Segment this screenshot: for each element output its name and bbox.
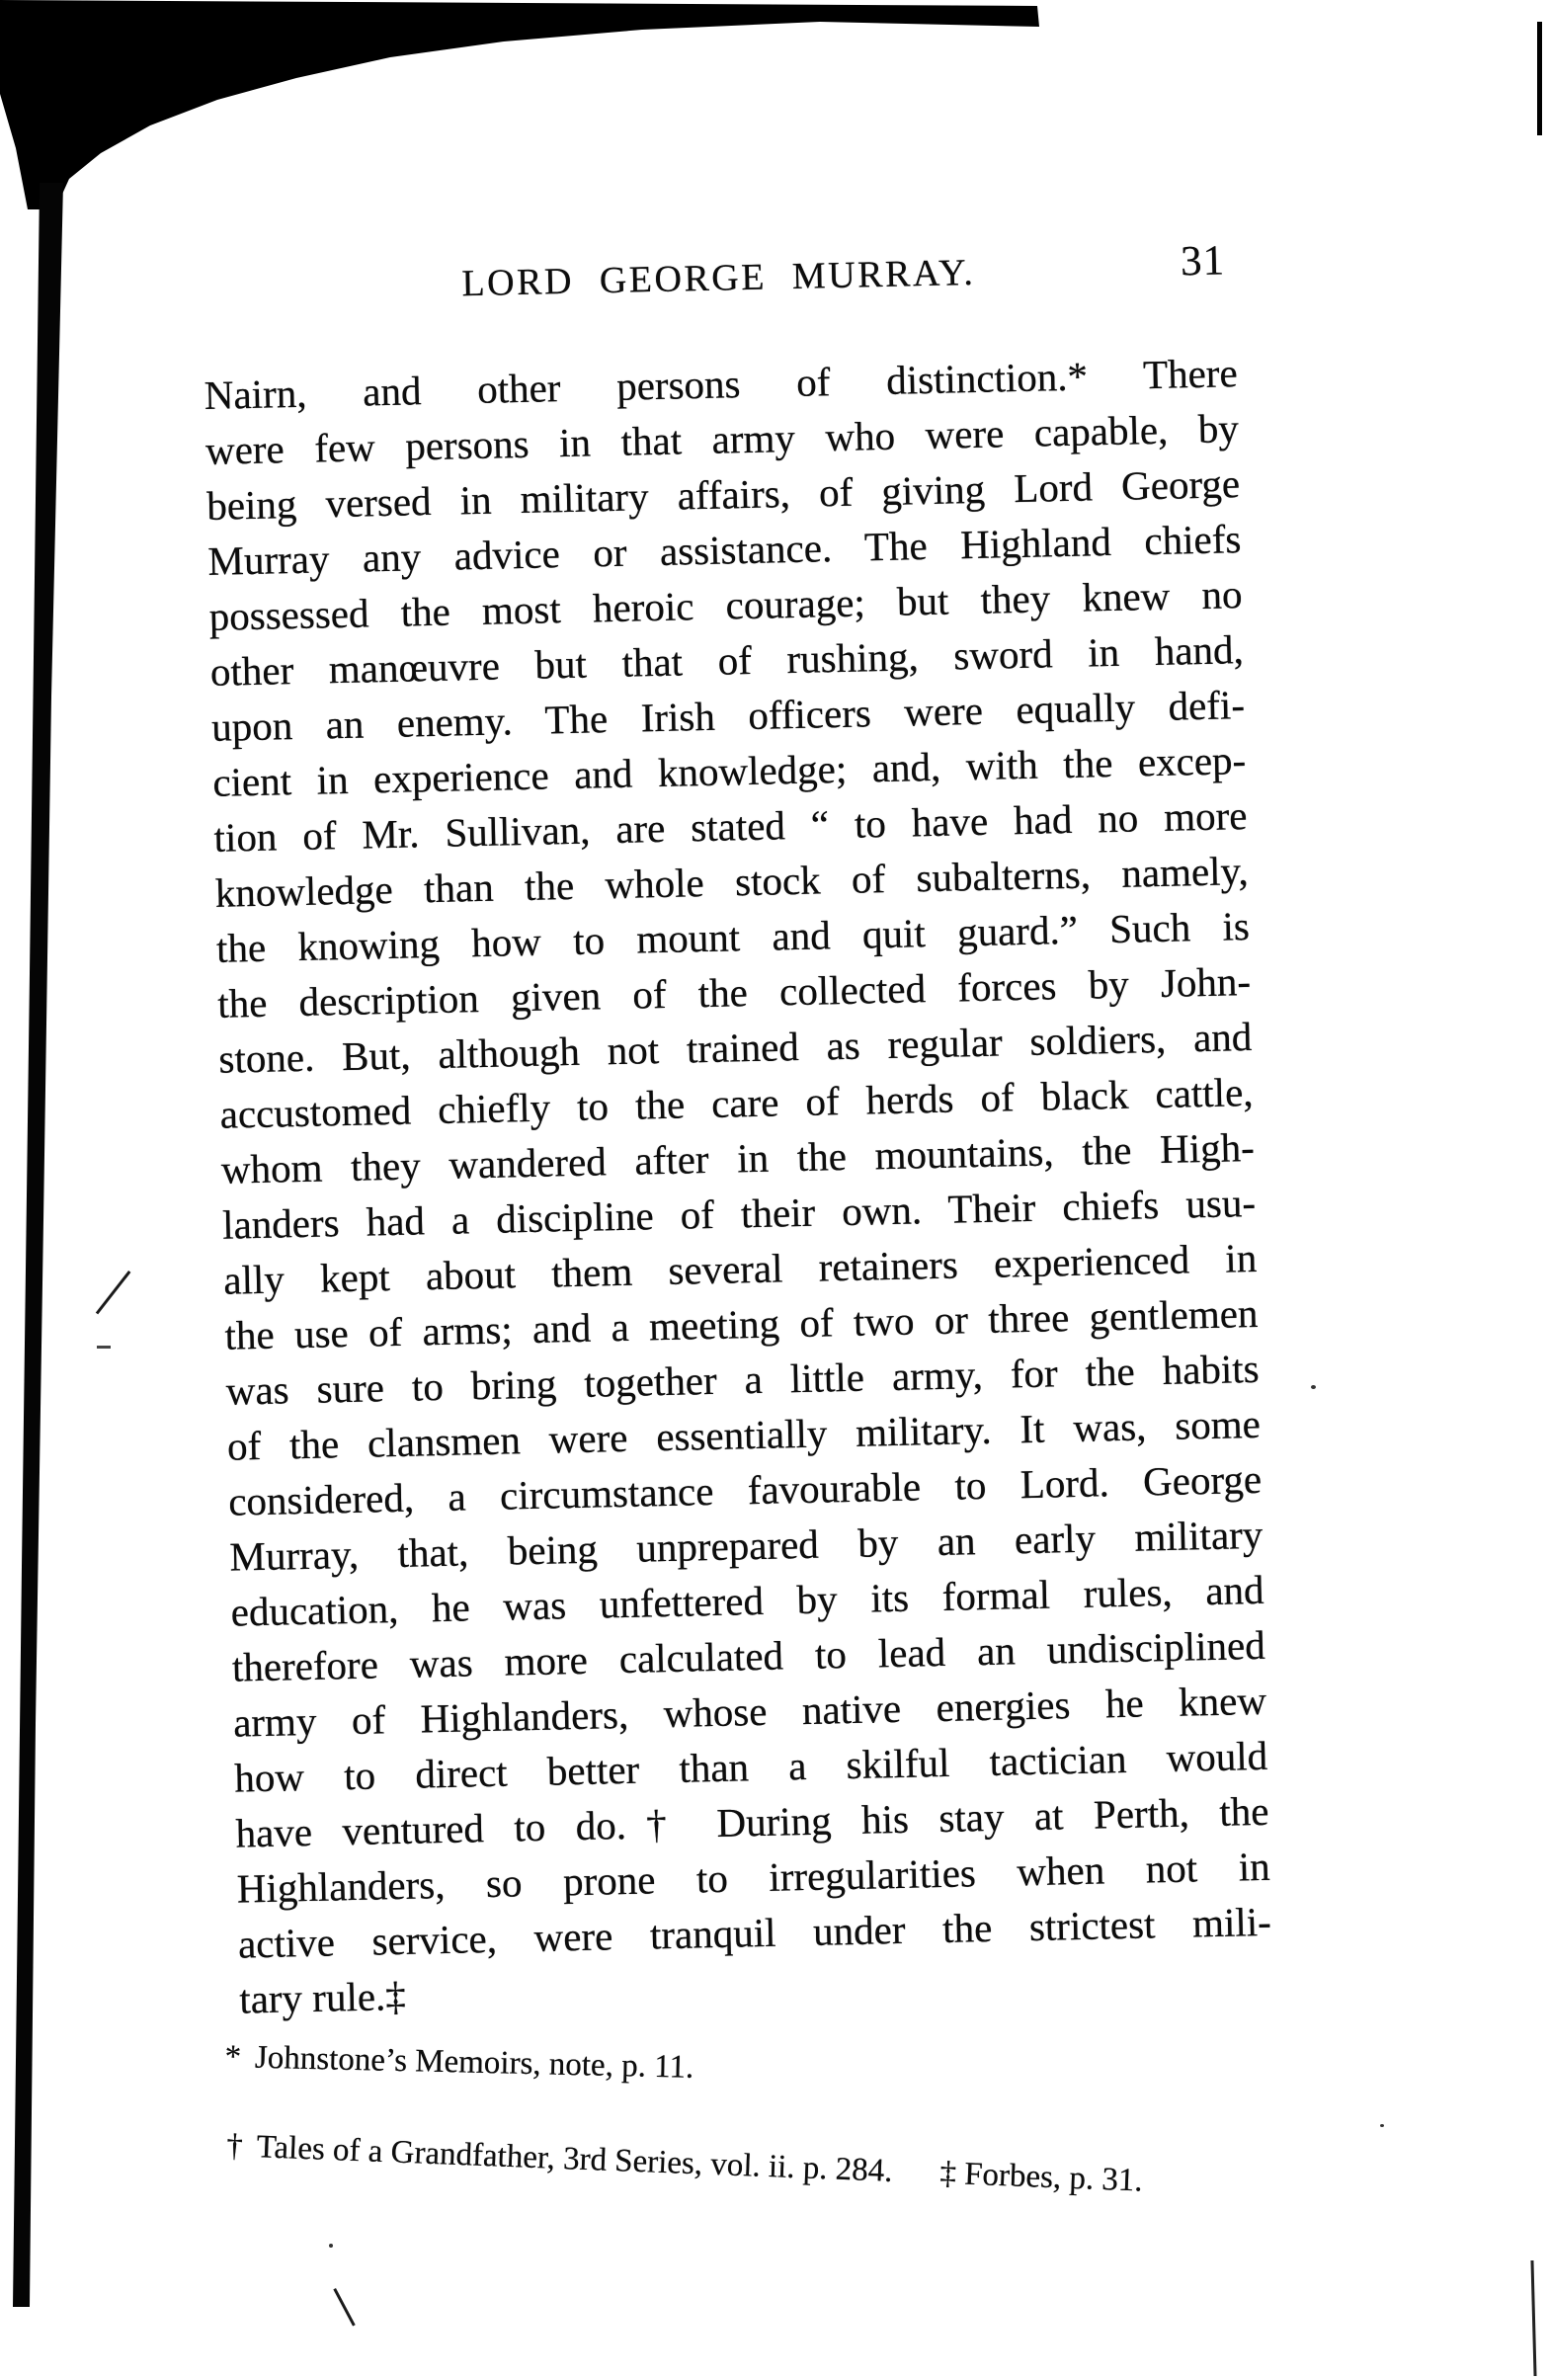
text-line: army of Highlanders, whose native energies he knew bbox=[232, 1677, 1267, 1746]
top-edge-scan-artifact bbox=[0, 0, 1047, 209]
footnote-2 bbox=[225, 2126, 1143, 2201]
scratch-mark-lower bbox=[333, 2288, 355, 2326]
text-line: landers had a discipline of their own. Their chiefs usu- bbox=[221, 1179, 1257, 1248]
scan-speck bbox=[329, 2244, 333, 2248]
text-line: Highlanders, so prone to irregularities when not in bbox=[236, 1843, 1271, 1912]
text-line: education, he was unfettered by its formal rules, and bbox=[230, 1566, 1264, 1635]
text-line: knowledge than the whole stock of subalterns, namely, bbox=[214, 848, 1250, 916]
footnote-asterisk-marker: * bbox=[224, 2038, 242, 2076]
footnote-double-dagger-marker: ‡ bbox=[938, 2155, 957, 2192]
footnote-dagger-marker: † bbox=[225, 2127, 244, 2165]
text-line: being versed in military affairs, of giving Lord George bbox=[205, 460, 1241, 529]
text-line: possessed the most heroic courage; but they knew no bbox=[208, 571, 1243, 639]
text-line: stone. But, although not trained as regular soldiers, and bbox=[217, 1013, 1253, 1082]
scan-speck bbox=[1311, 1385, 1316, 1389]
footnote-2-text: Tales of a Grandfather, 3rd Series, vol. ii. p. 284. bbox=[256, 2129, 894, 2189]
text-line: have ventured to do.† During his stay at Perth, the bbox=[235, 1787, 1269, 1856]
body-paragraph bbox=[204, 345, 1272, 2026]
text-line: cient in experience and knowledge; and, with the excep- bbox=[211, 737, 1247, 805]
text-line: tion of Mr. Sullivan, are stated “ to have had no more bbox=[213, 792, 1248, 861]
running-head bbox=[202, 237, 1236, 312]
text-line: ally kept about them several retainers experienced in bbox=[222, 1234, 1258, 1303]
text-line: the knowing how to mount and quit guard.” Such is bbox=[215, 903, 1251, 971]
book-spine-shadow-artifact bbox=[0, 183, 69, 2307]
text-line: therefore was more calculated to lead an undisciplined bbox=[231, 1621, 1266, 1690]
text-line: Murray any advice or assistance. The Highland chiefs bbox=[206, 516, 1242, 584]
text-line: upon an enemy. The Irish officers were equally defi- bbox=[210, 682, 1246, 750]
text-line: accustomed chiefly to the care of herds of black cattle, bbox=[219, 1068, 1254, 1137]
text-line: was sure to bring together a little army, for the habits bbox=[225, 1345, 1261, 1414]
footnote-3-text: Forbes, p. 31. bbox=[963, 2156, 1144, 2199]
text-line: were few persons in that army who were capable, by bbox=[204, 405, 1240, 473]
page-text-block bbox=[202, 237, 1273, 2026]
running-head-title: LORD GEORGE MURRAY. bbox=[460, 251, 976, 305]
text-line: how to direct better than a skilful tactician would bbox=[233, 1732, 1268, 1801]
text-line: of the clansmen were essentially military. It was, some bbox=[226, 1400, 1262, 1469]
text-line: other manœuvre but that of rushing, sword in hand, bbox=[209, 626, 1245, 695]
text-line: the use of arms; and a meeting of two or three gentlemen bbox=[224, 1289, 1259, 1358]
text-line: whom they wandered after in the mountains, the High- bbox=[220, 1123, 1256, 1192]
right-edge-artifact-bottom bbox=[1530, 2260, 1536, 2376]
scan-speck-dash bbox=[97, 1346, 111, 1349]
text-line: tary rule.‡ bbox=[238, 1972, 407, 2022]
text-line: the description given of the collected forces by John- bbox=[216, 958, 1252, 1026]
scan-speck bbox=[1380, 2124, 1384, 2127]
text-line: active service, were tranquil under the strictest mili- bbox=[237, 1898, 1272, 1967]
page-number: 31 bbox=[1180, 237, 1226, 286]
footnote-1 bbox=[224, 2037, 694, 2088]
scratch-mark-upper bbox=[96, 1271, 131, 1314]
text-line: Nairn, and other persons of distinction.* There bbox=[204, 350, 1239, 418]
footnote-1-text: Johnstone’s Memoirs, note, p. 11. bbox=[254, 2039, 694, 2086]
right-edge-artifact-top bbox=[1537, 22, 1542, 135]
text-line: Murray, that, being unprepared by an early military bbox=[228, 1511, 1264, 1580]
text-line: considered, a circumstance favourable to Lord. George bbox=[227, 1455, 1263, 1524]
